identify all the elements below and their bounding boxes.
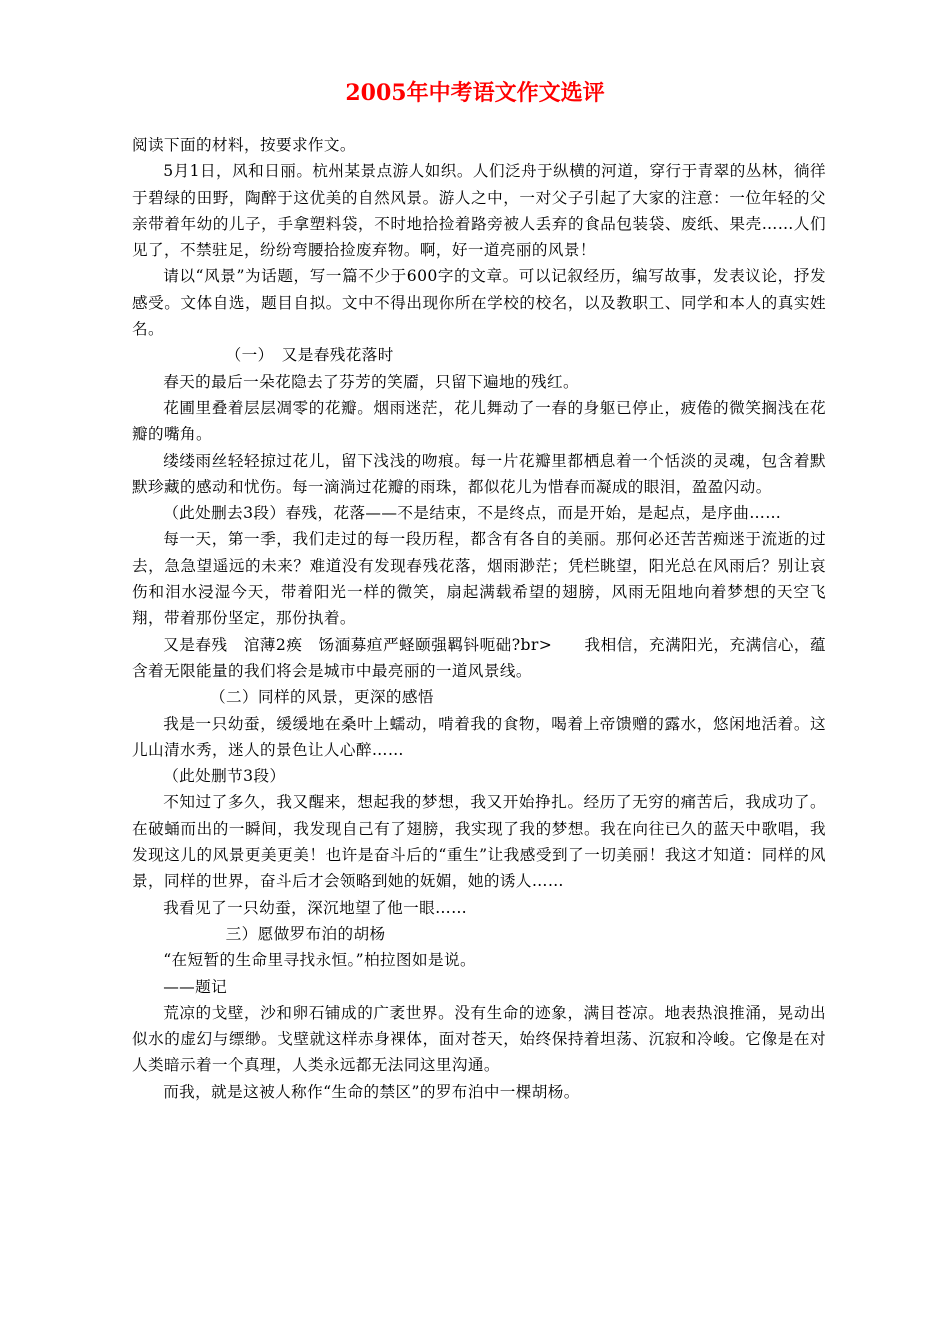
instruction-paragraph: 阅读下面的材料，按要求作文。 — [132, 136, 356, 154]
essay-3-epigraph-label: ——题记 — [163, 977, 228, 996]
essay-1-paragraph: 花圃里叠着层层凋零的花瓣。烟雨迷茫，花儿舞动了一春的身躯已停止，疲倦的微笑搁浅在花瓣的嘴角。 — [132, 398, 826, 444]
essay-2-heading: （二）同样的风景，更深的感悟 — [210, 688, 434, 707]
essay-2-paragraph: 不知过了多久，我又醒来，想起我的梦想，我又开始挣扎。经历了无穷的痛苦后，我成功了。在破蛹而出的一瞬间，我发现自己有了翅膀，我实现了我的梦想。我在向往已久的蓝天中歌唱，我发现这儿的风景更美更美！也许是奋斗后的“重生”让我感受到了一切美丽！我这才知道：同样的风景，同样的世界，奋斗后才会领略到她的妩媚，她的诱人…… — [132, 793, 826, 891]
prompt-paragraph: 请以“风景”为话题，写一篇不少于600字的文章。可以记叙经历，编写故事，发表议论，抒发感受。文体自选，题目自拟。文中不得出现你所在学校的校名，以及教职工、同学和本人的真实姓名。 — [132, 267, 826, 339]
essay-1-paragraph: 缕缕雨丝轻轻掠过花儿，留下浅浅的吻痕。每一片花瓣里都栖息着一个恬淡的灵魂，包含着默默珍藏的感动和忧伤。每一滴淌过花瓣的雨珠，都似花儿为惜春而凝成的眼泪，盈盈闪动。 — [132, 451, 826, 496]
essay-1-paragraph: 春天的最后一朵花隐去了芬芳的笑靥，只留下遍地的残红。 — [163, 372, 580, 391]
essay-3-paragraph: 而我，就是这被人称作“生命的禁区”的罗布泊中一棵胡杨。 — [163, 1082, 580, 1101]
essay-3-heading: 三）愿做罗布泊的胡杨 — [225, 924, 386, 943]
essay-1-paragraph: （此处删去3段）春残，花落——不是结束，不是终点，而是开始，是起点，是序曲…… — [163, 504, 782, 523]
essay-3-paragraph: 荒凉的戈壁，沙和卵石铺成的广袤世界。没有生命的迹象，满目苍凉。地表热浪推涌，晃动出似水的虚幻与缥缈。戈壁就这样赤身裸体，面对苍天，始终保持着坦荡、沉寂和冷峻。它像是在对人类暗示着一个真理，人类永远都无法同这里沟通。 — [132, 1003, 826, 1075]
essay-1-heading: （一） 又是春残花落时 — [225, 346, 394, 365]
document-body — [132, 132, 826, 1105]
essay-2-paragraph: 我看见了一只幼蚕，深沉地望了他一眼…… — [163, 898, 468, 917]
essay-3-epigraph: “在短暂的生命里寻找永恒。”柏拉图如是说。 — [163, 951, 477, 970]
essay-1-paragraph: 每一天，第一季，我们走过的每一段历程，都含有各自的美丽。那何必还苦苦痴迷于流逝的过去，急急望遥远的未来？难道没有发现春残花落，烟雨渺茫；凭栏眺望，阳光总在风雨后？别让哀伤和泪水浸湿今天，带着阳光一样的微笑，扇起满载希望的翅膀，风雨无阻地向着梦想的天空飞翔，带着那份坚定，那份执着。 — [132, 530, 826, 628]
essay-2-paragraph: 我是一只幼蚕，缓缓地在桑叶上蠕动，啃着我的食物，喝着上帝馈赠的露水，悠闲地活着。这儿山清水秀，迷人的景色让人心醉…… — [132, 714, 826, 759]
essay-2-paragraph: （此处删节3段） — [163, 767, 286, 786]
material-paragraph: 5月1日，风和日丽。杭州某景点游人如织。人们泛舟于纵横的河道，穿行于青翠的丛林，徜徉于碧绿的田野，陶醉于这优美的自然风景。游人之中，一对父子引起了大家的注意：一位年轻的父亲带着年幼的儿子，手拿塑料袋，不时地拾捡着路旁被人丢弃的食品包装袋、废纸、果壳……人们见了，不禁驻足，纷纷弯腰拾捡废弃物。啊，好一道亮丽的风景！ — [132, 162, 826, 260]
essay-1-paragraph: 又是春残 涫薄2痪 饧湎募疸严蛏颐强羁钭呃础?br> 我相信，充满阳光，充满信心，蕴含着无限能量的我们将会是城市中最亮丽的一道风景线。 — [132, 635, 826, 680]
document-title: 2005年中考语文作文选评 — [345, 80, 605, 106]
